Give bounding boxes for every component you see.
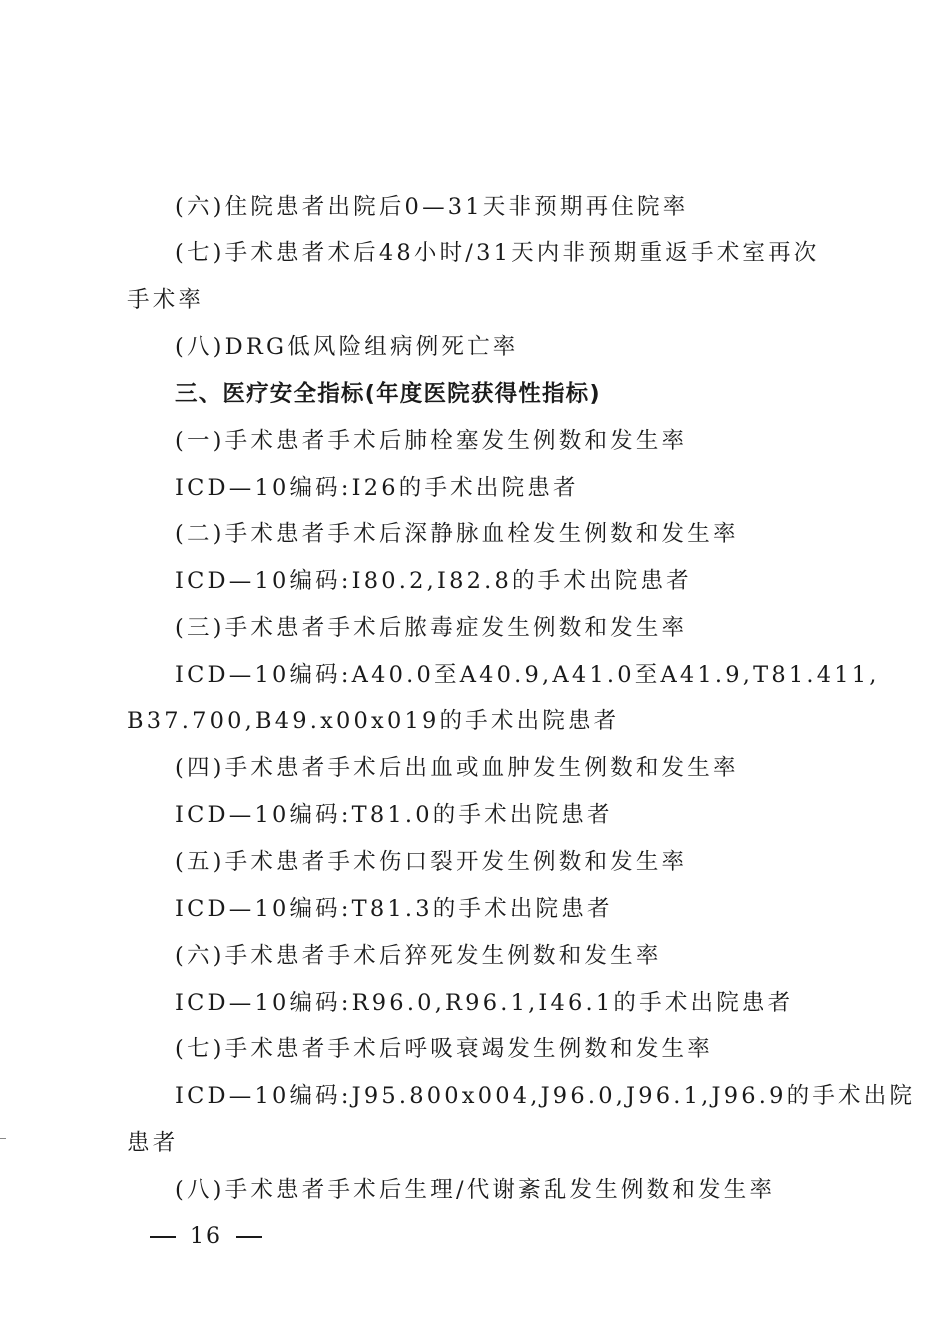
text-line: ICD—10编码:I80.2,I82.8的手术出院患者 [175, 568, 692, 594]
text-line: (六)手术患者手术后猝死发生例数和发生率 [175, 943, 662, 969]
text-line: (三)手术患者手术后脓毒症发生例数和发生率 [175, 615, 688, 641]
text-line: ICD—10编码:I26的手术出院患者 [175, 475, 579, 501]
footer-dash-left [150, 1236, 176, 1238]
footer-dash-right [236, 1236, 262, 1238]
text-line: (二)手术患者手术后深静脉血栓发生例数和发生率 [175, 521, 739, 547]
text-line: (六)住院患者出院后0—31天非预期再住院率 [175, 194, 689, 220]
page-number: 16 [190, 1224, 222, 1249]
text-line: (七)手术患者手术后呼吸衰竭发生例数和发生率 [175, 1036, 713, 1062]
text-line: ICD—10编码:J95.800x004,J96.0,J96.1,J96.9的手术出院 [175, 1083, 916, 1109]
text-line: ICD—10编码:T81.3的手术出院患者 [175, 896, 613, 922]
text-line: B37.700,B49.x00x019的手术出院患者 [127, 708, 620, 734]
text-line: ICD—10编码:T81.0的手术出院患者 [175, 802, 613, 828]
text-line: (五)手术患者手术伤口裂开发生例数和发生率 [175, 849, 688, 875]
text-line: (四)手术患者手术后出血或血肿发生例数和发生率 [175, 755, 739, 781]
section-heading: 三、医疗安全指标(年度医院获得性指标) [175, 381, 601, 407]
text-line: (七)手术患者术后48小时/31天内非预期重返手术室再次 [175, 240, 820, 266]
text-line: (八)手术患者手术后生理/代谢紊乱发生例数和发生率 [175, 1177, 776, 1203]
text-line: ICD—10编码:R96.0,R96.1,I46.1的手术出院患者 [175, 990, 794, 1016]
text-line: 患者 [127, 1130, 179, 1156]
page-footer [150, 1222, 262, 1252]
text-line: (一)手术患者手术后肺栓塞发生例数和发生率 [175, 428, 688, 454]
text-line: (八)DRG低风险组病例死亡率 [175, 334, 519, 360]
scan-edge-mark [0, 1138, 6, 1139]
text-line: ICD—10编码:A40.0至A40.9,A41.0至A41.9,T81.411, [175, 662, 880, 688]
text-line: 手术率 [127, 287, 205, 313]
